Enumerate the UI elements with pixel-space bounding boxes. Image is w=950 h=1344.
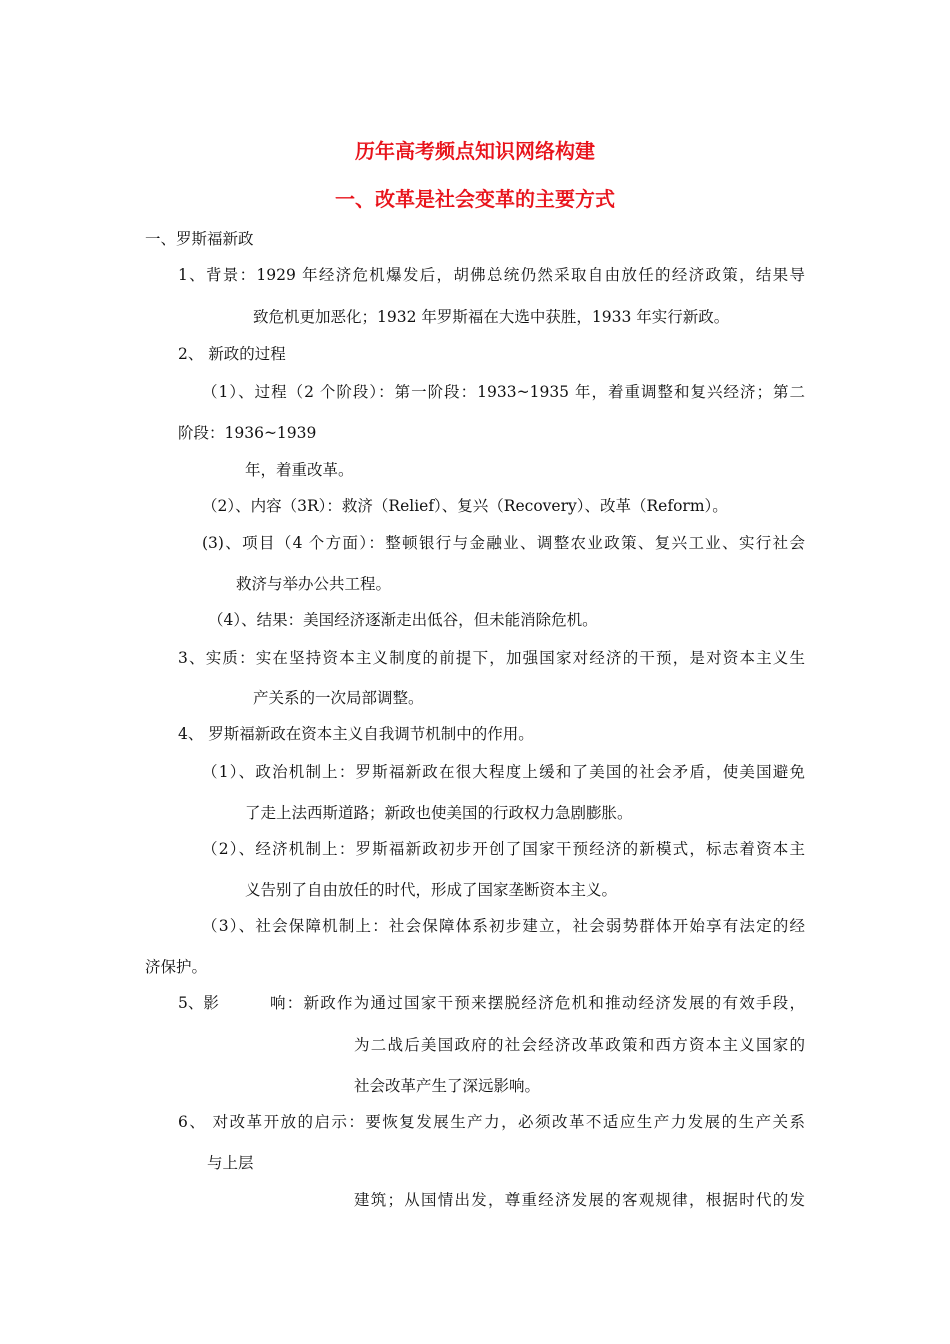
paragraph-line: （4）、结果：美国经济逐渐走出低谷，但未能消除危机。 <box>208 611 598 629</box>
paragraph-line: 2、 新政的过程 <box>178 345 286 363</box>
paragraph-line: 6、 对改革开放的启示：要恢复发展生产力，必须改革不适应生产力发展的生产关系 <box>178 1113 805 1131</box>
paragraph-line: 5、影 <box>178 994 219 1012</box>
paragraph-line: （1）、政治机制上：罗斯福新政在很大程度上缓和了美国的社会矛盾，使美国避免 <box>202 763 805 781</box>
document-title: 历年高考频点知识网络构建 <box>355 139 595 163</box>
chapter-title: 一、改革是社会变革的主要方式 <box>335 187 615 211</box>
paragraph-line: （2）、内容（3R）：救济（Relief）、复兴（Recovery）、改革（Reform）。 <box>202 497 728 515</box>
paragraph-line: 义告别了自由放任的时代，形成了国家垄断资本主义。 <box>245 881 618 899</box>
paragraph-line: (3)、项目（4 个方面）：整顿银行与金融业、调整农业政策、复兴工业、实行社会 <box>202 534 805 552</box>
paragraph-line: 致危机更加恶化；1932 年罗斯福在大选中获胜，1933 年实行新政。 <box>253 308 730 326</box>
section-heading: 一、罗斯福新政 <box>145 230 254 248</box>
paragraph-line: 1、背景：1929 年经济危机爆发后，胡佛总统仍然采取自由放任的经济政策，结果导 <box>178 266 805 284</box>
paragraph-line: 救济与举办公共工程。 <box>236 575 392 593</box>
paragraph-line: （3）、社会保障机制上：社会保障体系初步建立，社会弱势群体开始享有法定的经 <box>202 917 805 935</box>
paragraph-line: 了走上法西斯道路；新政也使美国的行政权力急剧膨胀。 <box>245 804 633 822</box>
paragraph-line: 3、实质：实在坚持资本主义制度的前提下，加强国家对经济的干预，是对资本主义生 <box>178 649 805 667</box>
paragraph-line: （2）、经济机制上：罗斯福新政初步开创了国家干预经济的新模式，标志着资本主 <box>202 840 805 858</box>
paragraph-line: 济保护。 <box>145 958 208 976</box>
paragraph-line: （1）、过程（2 个阶段）：第一阶段：1933~1935 年，着重调整和复兴经济；第二 <box>202 383 805 401</box>
paragraph-line: 与上层 <box>207 1154 254 1172</box>
paragraph-line: 响：新政作为通过国家干预来摆脱经济危机和推动经济发展的有效手段， <box>270 994 805 1012</box>
paragraph-line: 社会改革产生了深远影响。 <box>354 1077 541 1095</box>
paragraph-line: 阶段：1936~1939 <box>178 424 317 442</box>
paragraph-line: 年，着重改革。 <box>245 461 354 479</box>
paragraph-line: 产关系的一次局部调整。 <box>253 689 424 707</box>
paragraph-line: 为二战后美国政府的社会经济改革政策和西方资本主义国家的 <box>354 1036 805 1054</box>
paragraph-line: 建筑；从国情出发，尊重经济发展的客观规律，根据时代的发 <box>354 1191 805 1209</box>
paragraph-line: 4、 罗斯福新政在资本主义自我调节机制中的作用。 <box>178 725 534 743</box>
